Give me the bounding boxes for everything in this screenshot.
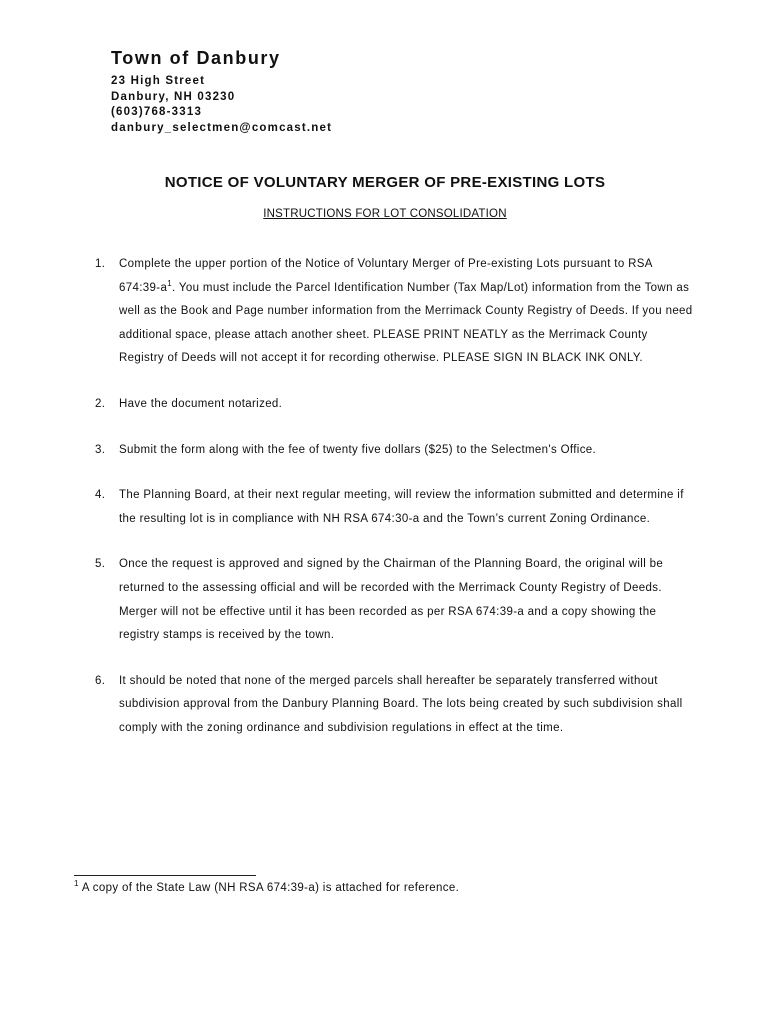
step-text: The Planning Board, at their next regular meeting, will review the information submitted and determine if the resulting lot is in compliance with NH RSA 674:30-a and the Town’s current Zoning Ordinance. (119, 489, 684, 525)
document-title: NOTICE OF VOLUNTARY MERGER OF PRE-EXISTING LOTS (164, 174, 606, 191)
step-text: Have the document notarized. (119, 397, 283, 410)
step-text-continued: . You must include the Parcel Identification Number (Tax Map/Lot) information from the Town as well as the Book and Page number information from the Merrimack County Registry of Deeds. If you need additional space, please attach another sheet. PLEASE PRINT NEATLY as the Merrimack County Registry of Deeds will not accept it for recording otherwise. PLEASE SIGN IN BLACK INK ONLY. (119, 281, 693, 365)
town-name: Town of Danbury (111, 48, 281, 68)
footnote (74, 879, 459, 894)
step-text: Submit the form along with the fee of twenty five dollars ($25) to the Selectmen's Office. (119, 443, 597, 456)
footnote-mark: 1 (74, 879, 79, 888)
instruction-step-2 (95, 393, 695, 417)
step-number: 3. (95, 443, 106, 456)
letterhead (111, 48, 332, 136)
step-number: 5. (95, 558, 106, 571)
instruction-step-1 (95, 253, 695, 371)
instruction-step-4 (95, 484, 695, 531)
email-address: danbury_selectmen@comcast.net (111, 121, 333, 134)
step-number: 4. (95, 489, 106, 502)
instruction-step-6 (95, 670, 695, 741)
city-state-zip: Danbury, NH 03230 (111, 90, 236, 103)
step-number: 2. (95, 397, 106, 410)
instruction-step-5 (95, 553, 695, 647)
step-text: Once the request is approved and signed by the Chairman of the Planning Board, the original will be returned to the assessing official and will be recorded with the Merrimack County Registry of Deeds. Merger will not be effective until it has been recorded as per RSA 674:39-a and a copy showing the registry stamps is received by the town. (119, 558, 664, 642)
phone-number: (603)768-3313 (111, 106, 203, 118)
instruction-list (95, 253, 695, 763)
footnote-text: A copy of the State Law (NH RSA 674:39-a) is attached for reference. (81, 881, 460, 894)
footnote-divider (74, 875, 256, 876)
step-number: 1. (95, 258, 106, 270)
street-address: 23 High Street (111, 75, 206, 87)
document-subtitle: INSTRUCTIONS FOR LOT CONSOLIDATION (263, 208, 507, 220)
footnote-reference: 1 (167, 278, 173, 288)
instruction-step-3 (95, 439, 695, 463)
step-number: 6. (95, 674, 106, 687)
step-text: Complete the upper portion of the Notice of Voluntary Merger of Pre-existing Lots pursuant to RSA 674:39-a (119, 258, 653, 294)
step-text: It should be noted that none of the merged parcels shall hereafter be separately transferred without subdivision approval from the Danbury Planning Board. The lots being created by such subdivision shall comply with the zoning ordinance and subdivision regulations in effect at the time. (119, 674, 683, 734)
